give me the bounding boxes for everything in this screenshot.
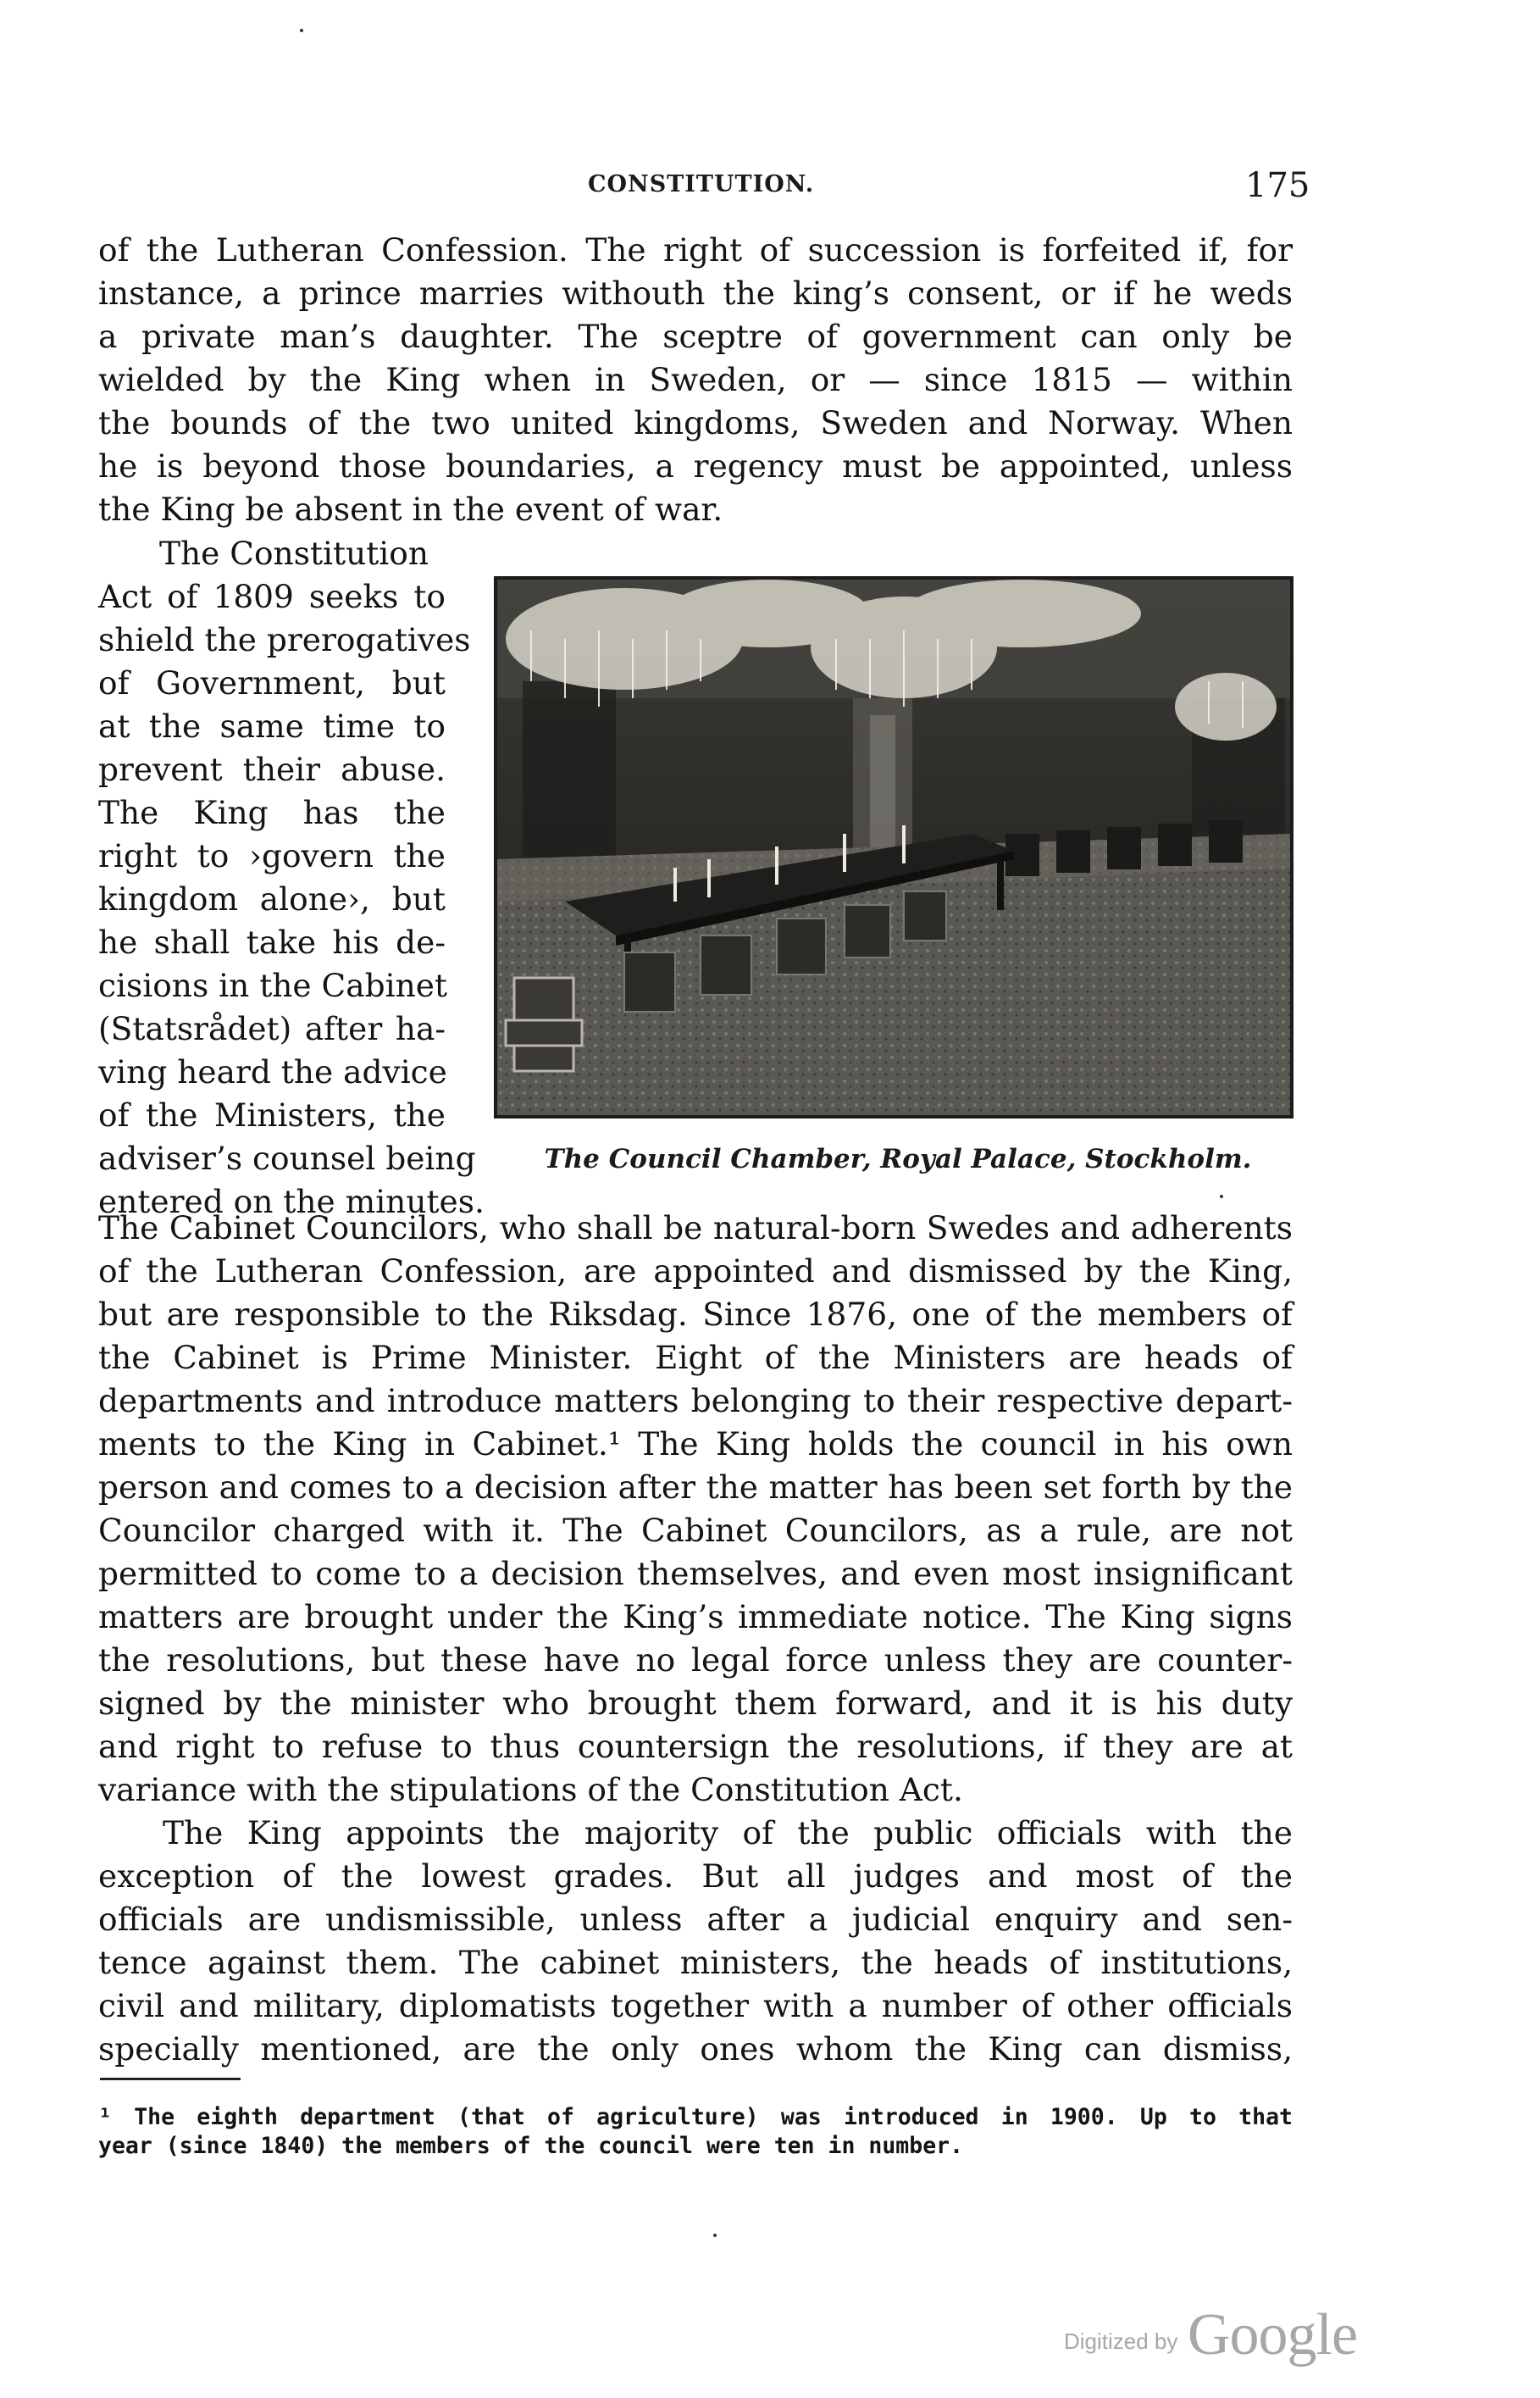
text-line: permitted to come to a decision themselves, and even most insignificant (98, 1555, 1293, 1592)
text-line: prevent their abuse. (98, 751, 446, 788)
council-chamber-illustration (494, 576, 1293, 1119)
footnote-line: year (since 1840) the members of the council were ten in number. (98, 2133, 964, 2159)
text-line: the Cabinet is Prime Minister. Eight of the Ministers are heads of (98, 1339, 1293, 1376)
text-line: civil and military, diplomatists together with a number of other officials (98, 1987, 1293, 2024)
text-line: Act of 1809 seeks to (98, 578, 446, 615)
text-line: matters are brought under the King’s immediate notice. The King signs (98, 1598, 1293, 1635)
text-line: a private man’s daughter. The sceptre of government can only be (98, 318, 1293, 355)
text-line: variance with the stipulations of the Constitution Act. (98, 1771, 963, 1808)
text-line: departments and introduce matters belonging to their respective depart- (98, 1382, 1293, 1419)
google-logo: Google (1188, 2302, 1358, 2367)
footnote (98, 2103, 1293, 2161)
watermark-prefix: Digitized by (1064, 2329, 1178, 2354)
text-line: Councilor charged with it. The Cabinet Councilors, as a rule, are not (98, 1512, 1293, 1549)
text-line: cisions in the Cabinet (98, 967, 447, 1004)
text-line: of the Lutheran Confession. The right of succession is forfeited if, for (98, 231, 1293, 269)
text-line: person and comes to a decision after the matter has been set forth by the (98, 1468, 1293, 1506)
text-line: at the same time to (98, 708, 446, 745)
text-line: The Constitution (159, 535, 429, 572)
figure-caption: The Council Chamber, Royal Palace, Stockholm. (544, 1144, 1252, 1174)
text-line: ments to the King in Cabinet.¹ The King holds the council in his own (98, 1425, 1293, 1463)
text-line: kingdom alone›, but (98, 880, 446, 918)
text-line: (Statsrådet) after ha- (98, 1010, 446, 1047)
text-line: officials are undismissible, unless after a judicial enquiry and sen- (98, 1901, 1293, 1938)
text-line: tence against them. The cabinet ministers, the heads of institutions, (98, 1944, 1293, 1981)
scan-speck (1220, 1195, 1223, 1198)
paragraph-cabinet-councilors (98, 1207, 1293, 1812)
text-line: but are responsible to the Riksdag. Since 1876, one of the members of (98, 1296, 1293, 1333)
paragraph-succession (98, 229, 1293, 531)
text-line: of Government, but (98, 664, 446, 702)
text-line: of the Lutheran Confession, are appointed and dismissed by the King, (98, 1252, 1293, 1290)
text-line: wielded by the King when in Sweden, or — since 1815 — within (98, 361, 1293, 398)
text-line: the bounds of the two united kingdoms, Sweden and Norway. When (98, 404, 1293, 441)
text-line: entered on the minutes. (98, 1183, 485, 1220)
text-line: adviser’s counsel being (98, 1140, 476, 1177)
text-line: The King has the (98, 794, 446, 831)
text-line: the resolutions, but these have no legal force unless they are counter- (98, 1641, 1293, 1679)
running-head (0, 166, 1540, 208)
text-line: exception of the lowest grades. But all judges and most of the (98, 1857, 1293, 1895)
scan-speck (300, 29, 303, 32)
running-title: CONSTITUTION. (588, 171, 815, 197)
text-line: shield the prerogatives (98, 621, 471, 658)
paragraph-constitution-act (98, 532, 485, 1224)
footnote-line: ¹ The eighth department (that of agriculture) was introduced in 1900. Up to that (98, 2104, 1293, 2130)
text-line: he is beyond those boundaries, a regency must be appointed, unless (98, 447, 1293, 485)
text-line: The King appoints the majority of the public officials with the (163, 1814, 1293, 1851)
text-line: The Cabinet Councilors, who shall be natural-born Swedes and adherents (98, 1209, 1293, 1246)
text-line: right to ›govern the (98, 837, 446, 874)
paragraph-public-officials (98, 1812, 1293, 2071)
illustration-drawing (497, 580, 1290, 1115)
text-line: specially mentioned, are the only ones whom the King can dismiss, (98, 2030, 1293, 2068)
text-line: of the Ministers, the (98, 1096, 446, 1134)
digitized-watermark (1064, 2295, 1386, 2367)
scan-speck (713, 2234, 717, 2237)
footnote-rule (100, 2078, 241, 2080)
text-line: instance, a prince marries withouth the king’s consent, or if he weds (98, 275, 1293, 312)
text-line: the King be absent in the event of war. (98, 491, 723, 528)
text-line: ving heard the advice (98, 1053, 447, 1091)
text-line: he shall take his de- (98, 924, 446, 961)
text-line: and right to refuse to thus countersign the resolutions, if they are at (98, 1728, 1293, 1765)
text-line: signed by the minister who brought them forward, and it is his duty (98, 1685, 1293, 1722)
page-number: 175 (1245, 166, 1310, 205)
